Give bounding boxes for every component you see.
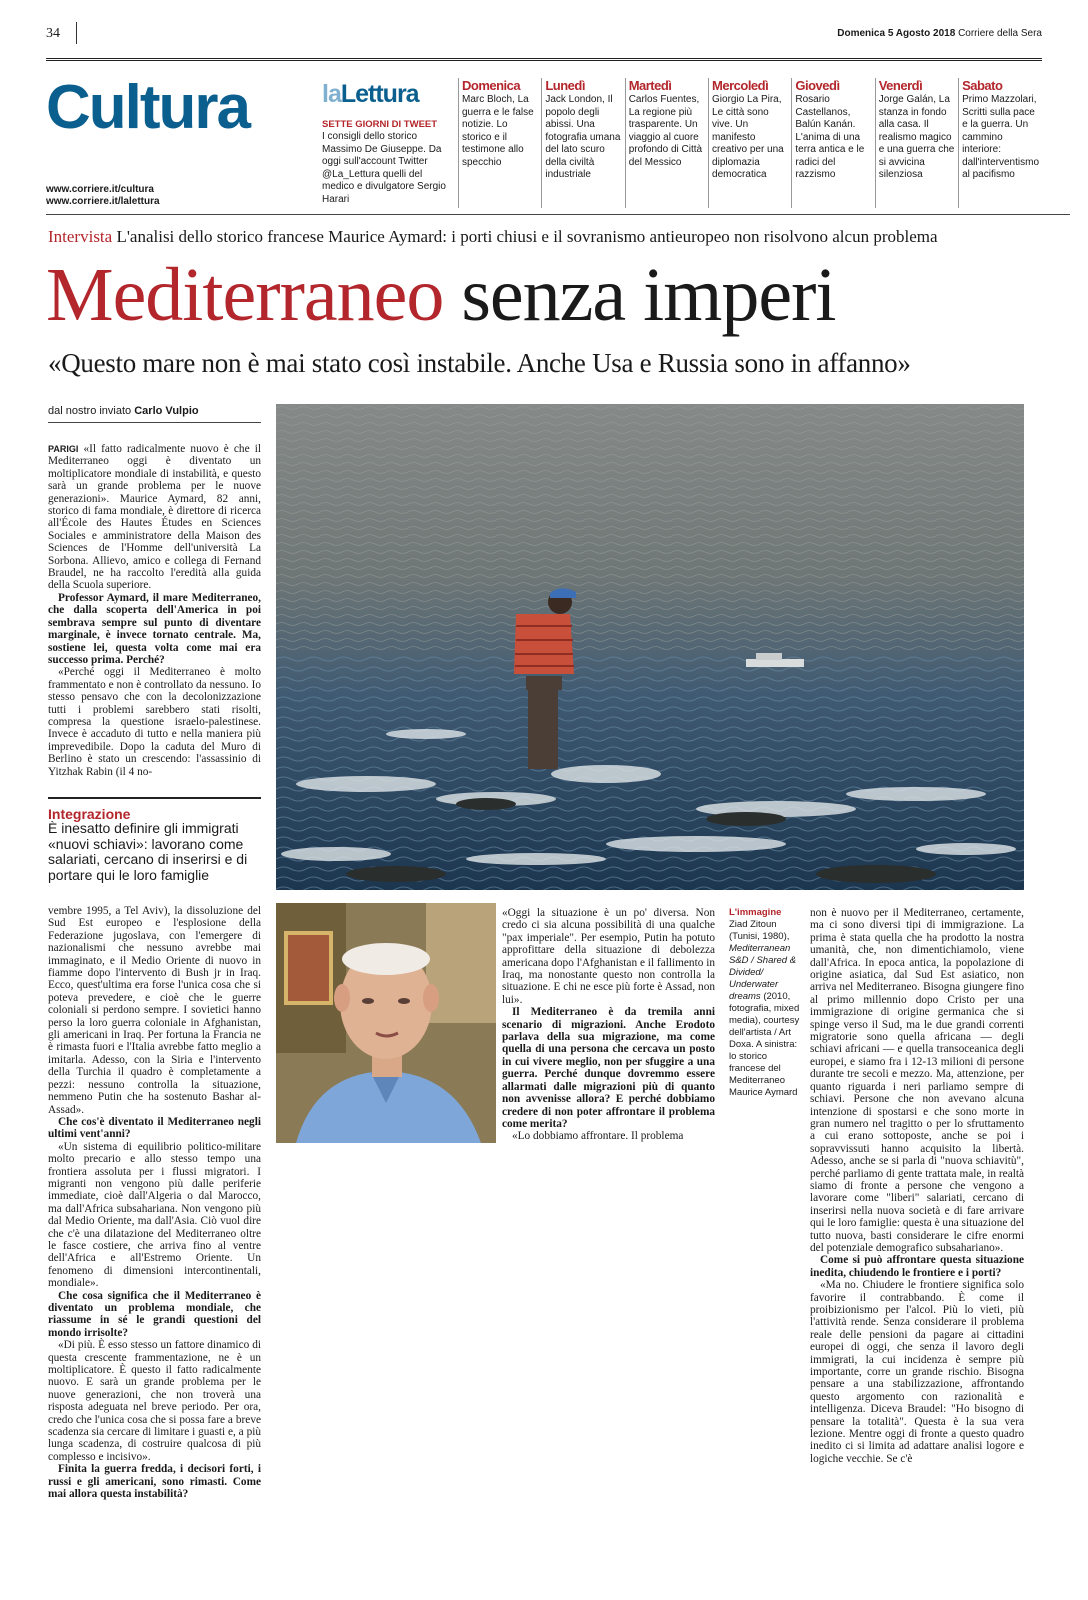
kicker-tag: Intervista xyxy=(48,227,113,246)
article-kicker xyxy=(48,227,938,247)
lettura-text: I consigli dello storico Massimo De Giuseppe. Da oggi sull'account Twitter @La_Lettura quelli del medico e divulgatore Sergio Harari xyxy=(322,131,446,205)
headline-red: Mediterraneo xyxy=(46,253,444,337)
section-link-lalettura[interactable]: www.corriere.it/lalettura xyxy=(46,196,160,207)
pull-quote-rule xyxy=(48,797,261,799)
pull-quote-text: È inesatto definire gli immigrati «nuovi schiavi»: lavorano come salariati, cercano di inserirsi e di portare qui le loro famiglie xyxy=(48,820,248,883)
question-paragraph: Finita la guerra fredda, i decisori forti, i russi e gli americani, sono rimasti. Come mai allora questa instabilità? xyxy=(48,1463,261,1501)
question-paragraph: Come si può affrontare questa situazione inedita, chiudendo le frontiere e i porti? xyxy=(810,1254,1024,1279)
article-column-3 xyxy=(810,907,1024,1547)
question-paragraph: Che cosa significa che il Mediterraneo è diventato un problema mondiale, che riassume in sé le grandi questioni del mondo irrisolte? xyxy=(48,1289,261,1339)
answer-paragraph: «Lo dobbiamo affrontare. Il problema xyxy=(512,1130,684,1143)
day-item: Lunedì Jack London, Il popolo degli abissi. Una fotografia umana del lato scuro della civiltà industriale xyxy=(541,78,624,208)
headline xyxy=(46,252,836,338)
lettura-kicker: SETTE GIORNI DI TWEET xyxy=(322,119,438,130)
caption-artist: Ziad Zitoun (Tunisi, 1980), xyxy=(729,919,790,942)
article-column-1b xyxy=(48,905,261,1545)
question-paragraph: Che cos'è diventato il Mediterraneo negli ultimi vent'anni? xyxy=(48,1115,261,1141)
answer-paragraph: «Ma no. Chiudere le frontiere significa solo favorire il contrabbando. È come il proibizionismo per l'alcol. Più lo vieti, più l'attività rende. Senza considerare il problema reale delle pensioni da pagare ai cittadini europei di oggi, che senza il lavoro degli immigrati, la cui incidenza è sempre più importante, corre un grande rischio. Bisogna pensare a una stabilizzazione, affrontando questo argomento con razionalità e intelligenza. Diceva Braudel: "Ho bisogno di pensare la totalità". Questa è la sua vera lezione. Mentre oggi di fronte a questo quadro inedito ci si limita ad adattare analisi logore e logiche vecchie. Se c'è xyxy=(810,1279,1024,1465)
answer-paragraph: «Perché oggi il Mediterraneo è molto frammentato e non è controllato da nessuno. Io stesso pensavo che con la decolonizzazione tutti i problemi sarebbero stati risolti, compresa la questione israelo-palestinese. Invece è accaduto di tutto e nella maniera più imprevedibile. Dopo la caduta del Muro di Berlino è stato un crescendo: l'assassinio di Yitzhak Rabin (il 4 no- xyxy=(48,666,261,778)
lettura-logo: laLettura xyxy=(322,80,419,108)
answer-paragraph: non è nuovo per il Mediterraneo, certamente, ma ci sono diversi tipi di immigrazione. La prima è stata quella che ha prodotto la nostra umanità, che, non dimentichiamolo, viene dall'Africa. In epoca antica, la popolazione di origine asiatica, dal Sud Est asiatico, non arriva nel Mediterraneo. Bisogna giungere fino al primo millennio dopo Cristo per una immigrazione di origine germanica che si spinge verso il Sud, ma le due grandi correnti migratorie sono quella africana — degli schiavi africani — e quella transoceanica degli europei, e siamo fra i 12-13 milioni di persone durante tre secoli e mezzo. Ma, attenzione, per quanto riguarda i neri parliamo sempre di schiavi. Persone che non avevano alcuna intenzione di spostarsi e che sono morte in gran numero nel tragitto o per lo sfruttamento a cui erano sottoposte, anche se poi i sopravvissuti hanno acquisito la libertà. Adesso, anche se si parla di "nuova schiavitù", perché parliamo di gente trattata male, in realtà siamo di fronte a persone che vengono a lavorare come "liberi" salariati, cercano di inserirsi nella nuova società e di fare arrivare qui le loro famiglie: questa è una situazione del tutto nuova, basti considerare le cifre enormi del potenziale demografico subsahariano». xyxy=(810,907,1024,1254)
sea-artwork xyxy=(276,404,1024,890)
subhead: «Questo mare non è mai stato così instabile. Anche Usa e Russia sono in affanno» xyxy=(48,348,911,378)
page-number-divider xyxy=(76,22,77,44)
top-rule xyxy=(46,58,1042,61)
byline: dal nostro inviato Carlo Vulpio xyxy=(48,405,199,417)
publication-name: Corriere della Sera xyxy=(958,28,1042,39)
dateline-city: PARIGI xyxy=(48,444,79,454)
section-title: Cultura xyxy=(46,73,249,142)
answer-paragraph: «Di più. È esso stesso un fattore dinamico di questa crescente frammentazione, ne è un moltiplicatore. È questo il fatto radicalmente nuovo. E sarà un grande problema per le nuove generazioni, che non troverà una risposta adeguata nel breve periodo. Per ora, credo che l'unica cosa che si possa fare a breve scadenza sia cercare di limitare i guasti e, a più lunga scadenza, di costruire qualcosa di più complesso e incisivo». xyxy=(48,1339,261,1463)
article-column-1a xyxy=(48,443,261,783)
day-item: Sabato Primo Mazzolari, Scritti sulla pace e la guerra. Un cammino interiore: dall'interventismo al pacifismo xyxy=(958,78,1042,208)
hero-photo xyxy=(276,404,1024,890)
article-column-2 xyxy=(502,907,715,1147)
section-links xyxy=(46,184,160,208)
top-strip xyxy=(46,22,1042,46)
lead-paragraph: PARIGI «Il fatto radicalmente nuovo è che il Mediterraneo oggi è diventato un moltiplicatore mondiale di instabilità, e questo sarà un grande problema per le nuove generazioni». Maurice Aymard, 82 anni, storico di fama mondiale, è direttore di ricerca all'École des Hautes Études en Sciences Sociales e amministratore della Maison des Sciences de l'Homme dell'università La Sorbona. Allievo, amico e collega di Fernand Braudel, ne ha raccolto l'eredità alla guida della Scuola superiore. xyxy=(48,443,261,592)
weekday-tweets xyxy=(458,78,1042,208)
answer-paragraph: vembre 1995, a Tel Aviv), la dissoluzione del Sud Est europeo e l'esplosione della Federazione jugoslava, con l'emergere di nazionalismi che nessuno avrebbe mai immaginato, e il Medio Oriente di nuovo in fiamme dopo l'intervento di Bush jr in Iraq. Ecco, quest'ultima era forse l'unica cosa che si poteva prevedere, e cioè che le guerre coloniali si perdono sempre. I sovietici hanno perso la loro guerra coloniale in Afghanistan, gli americani in Iraq. Per fortuna la Francia ne è rimasta fuori e l'Italia avrebbe fatto meglio a imitarla. Adesso, con la Siria e l'intervento della Turchia il quadro è completamente a pezzi: nessuno controlla la situazione, nemmeno Putin che ha sostenuto Bashar al-Assad». xyxy=(48,905,261,1116)
caption-details: (2010, fotografia, mixed media), courtesy dell'artista / Art Doxa. A sinistra: lo storico francese del Mediterraneo Maurice Aymard xyxy=(729,991,800,1098)
lettura-box xyxy=(322,80,452,206)
day-item: Venerdì Jorge Galán, La stanza in fondo alla casa. Il realismo magico e una guerra che si avvicina silenziosa xyxy=(875,78,958,208)
author-name: Carlo Vulpio xyxy=(134,405,199,417)
day-item: Martedì Carlos Fuentes, La regione più trasparente. Un viaggio al cuore profondo di Città del Messico xyxy=(625,78,708,208)
portrait-photo xyxy=(276,903,496,1143)
kicker-text: L'analisi dello storico francese Maurice Aymard: i porti chiusi e il sovranismo antieuropeo non risolvono alcun problema xyxy=(116,227,938,246)
question-paragraph: Il Mediterraneo è da tremila anni scenario di migrazioni. Anche Erodoto parlava della sua migrazione, ma come quella di una persona che cercava un posto in cui vivere meglio, non per sfuggire a una guerra. Perché dunque dovremmo essere allarmati dalle migrazioni più di quanto non avvenisse allora? E perché dobbiamo credere di non poter affrontare il problema come merita? xyxy=(502,1006,715,1130)
image-caption xyxy=(729,907,803,1099)
headline-black: senza imperi xyxy=(461,253,836,337)
day-item: Mercoledì Giorgio La Pira, Le città sono vive. Un manifesto creativo per una diplomazia democratica xyxy=(708,78,791,208)
answer-paragraph: «Un sistema di equilibrio politico-militare molto precario e allo stesso tempo una frontiera assoluta per i flussi migratori. I migranti non vengono più dalle periferie immediate, cioè dall'Algeria o dal Marocco, ma dall'Africa subsahariana. Non vengono più dal Medio Oriente, ma dall'Asia. Ciò vuol dire che c'è una dilatazione del Mediterraneo oltre le fasce costiere, che arriva fino al ventre dell'Africa e all'Estremo Oriente. Un fenomeno di dimensioni intercontinentali, mondiale». xyxy=(48,1140,261,1290)
pull-quote-kicker: Integrazione xyxy=(48,806,131,822)
day-item: Domenica Marc Bloch, La guerra e le false notizie. Lo storico e il testimone allo specchio xyxy=(458,78,541,208)
question-paragraph: Professor Aymard, il mare Mediterraneo, che dalla scoperta dell'America in poi sembrava sempre sul punto di diventare marginale, è invece tornato centrale. Ma, sostiene lei, questa volta come mai era successo prima. Perché? xyxy=(48,591,261,666)
day-item: Giovedì Rosario Castellanos, Balún Kanán. L'anima di una terra antica e le radici del razzismo xyxy=(791,78,874,208)
answer-paragraph: «Oggi la situazione è un po' diversa. Non credo ci sia alcuna possibilità di una qualche "pax imperiale". Per esempio, Putin ha potuto approfittare della situazione di debolezza americana dopo l'Afghanistan e il fallimento in Iraq, ma nonostante questo non controlla la situazione. E chi ne esce più forte è Assad, non lui». xyxy=(502,907,715,1006)
page-number: 34 xyxy=(46,26,60,41)
issue-dateline xyxy=(837,28,1042,39)
header-rule xyxy=(46,214,1070,215)
caption-work: Mediterranean S&D / Shared & Divided/ Underwater dreams xyxy=(729,943,797,1002)
portrait-artwork xyxy=(276,903,496,1143)
issue-date: Domenica 5 Agosto 2018 xyxy=(837,28,956,39)
byline-rule xyxy=(48,422,261,423)
caption-title: L'immagine xyxy=(729,907,782,918)
section-link-cultura[interactable]: www.corriere.it/cultura xyxy=(46,184,154,195)
